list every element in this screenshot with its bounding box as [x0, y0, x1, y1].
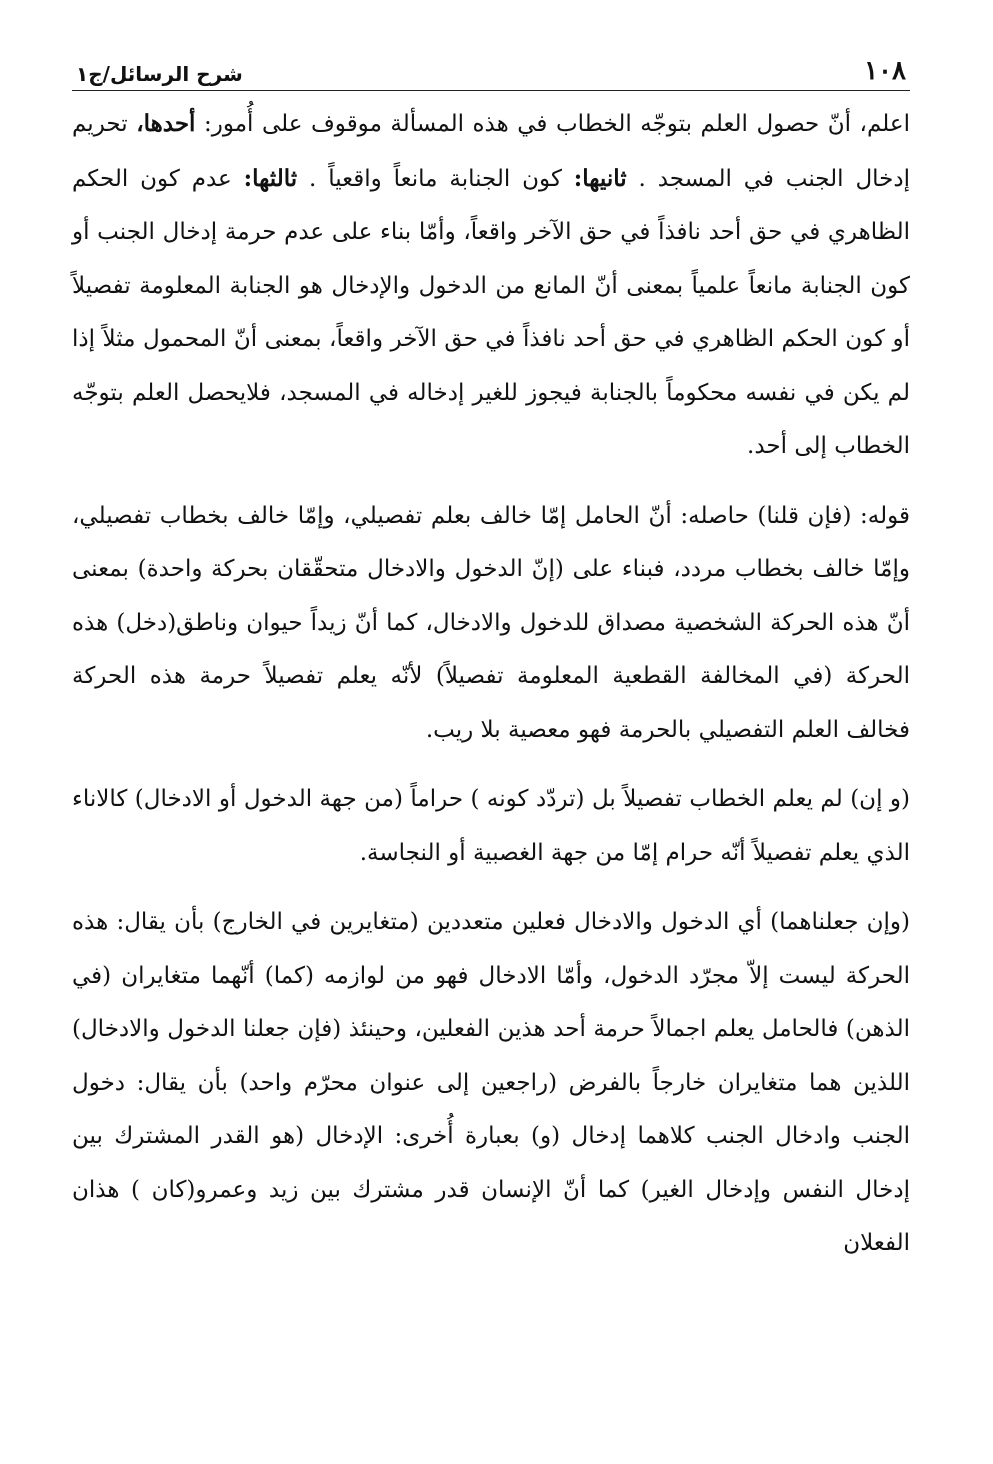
paragraph-1-lead: اعلم، أنّ حصول العلم بتوجّه الخطاب في هذه المسألة موقوف على أُمور:	[203, 111, 911, 137]
paragraph-1-rest: عدم كون الحكم الظاهري في حق أحد نافذاً في حق الآخر واقعاً، وأمّا بناء على عدم حرمة إدخال الجنب أو كون الجنابة مانعاً علمياً بمعنى أنّ المانع من الدخول والإدخال هو الجنابة المعلومة تفصيلاً أو كون الحكم الظاهري في حق أحد نافذاً في حق الآخر واقعاً، بمعنى أنّ المحمول مثلاً إذا لم يكن في نفسه محكوماً بالجنابة فيجوز للغير إدخاله في المسجد، فلايحصل العلم بتوجّه الخطاب إلى أحد.	[72, 165, 910, 459]
paragraph-2: قوله: (فإن قلنا) حاصله: أنّ الحامل إمّا خالف بعلم تفصيلي، وإمّا خالف بخطاب تفصيلي، وإمّا خالف بخطاب مردد، فبناء على (إنّ الدخول والادخال متحقّقان بحركة واحدة) بمعنى أنّ هذه الحركة الشخصية مصداق للدخول والادخال، كما أنّ زيداً حيوان وناطق(دخل) هذه الحركة (في المخالفة القطعية المعلومة تفصيلاً) لأنّه يعلم تفصيلاً حرمة هذه الحركة فخالف العلم التفصيلي بالحرمة فهو معصية بلا ريب.	[72, 502, 910, 743]
book-page	[72, 40, 910, 1271]
body-text	[72, 97, 910, 1271]
label-first: أحدها،	[136, 110, 196, 137]
paragraph-3: (و إن) لم يعلم الخطاب تفصيلاً بل (تردّد كونه ) حراماً (من جهة الدخول أو الادخال) كالاناء الذي يعلم تفصيلاً أنّه حرام إمّا من جهة الغصبية أو النجاسة.	[72, 786, 910, 866]
paragraph-4: (وإن جعلناهما) أي الدخول والادخال فعلين متعددين (متغايرين في الخارج) بأن يقال: هذه الحركة ليست إلاّ مجرّد الدخول، وأمّا الادخال فهو من لوازمه (كما) أنّهما متغايران (في الذهن) فالحامل يعلم اجمالاً حرمة أحد هذين الفعلين، وحينئذ (فإن جعلنا الدخول والادخال) اللذين هما متغايران خارجاً بالفرض (راجعين إلى عنوان محرّم واحد) بأن يقال: دخول الجنب وادخال الجنب كلاهما إدخال (و) بعبارة أُخرى: الإدخال (هو القدر المشترك بين إدخال النفس وإدخال الغير) كما أنّ الإنسان قدر مشترك بين زيد وعمرو(كان ) هذان الفعلان	[72, 909, 910, 1256]
paragraph-1-first-text: تحريم إدخال الجنب في المسجد .	[72, 111, 911, 192]
label-second: ثانيها:	[573, 164, 627, 192]
label-third: ثالثها:	[243, 164, 298, 192]
paragraph-1	[72, 97, 910, 474]
page-number: ١٠٨	[864, 56, 906, 86]
running-header	[72, 40, 910, 91]
running-title: شرح الرسائل/ج١	[76, 62, 243, 86]
paragraph-1-second-text: كون الجنابة مانعاً واقعياً .	[309, 165, 562, 192]
